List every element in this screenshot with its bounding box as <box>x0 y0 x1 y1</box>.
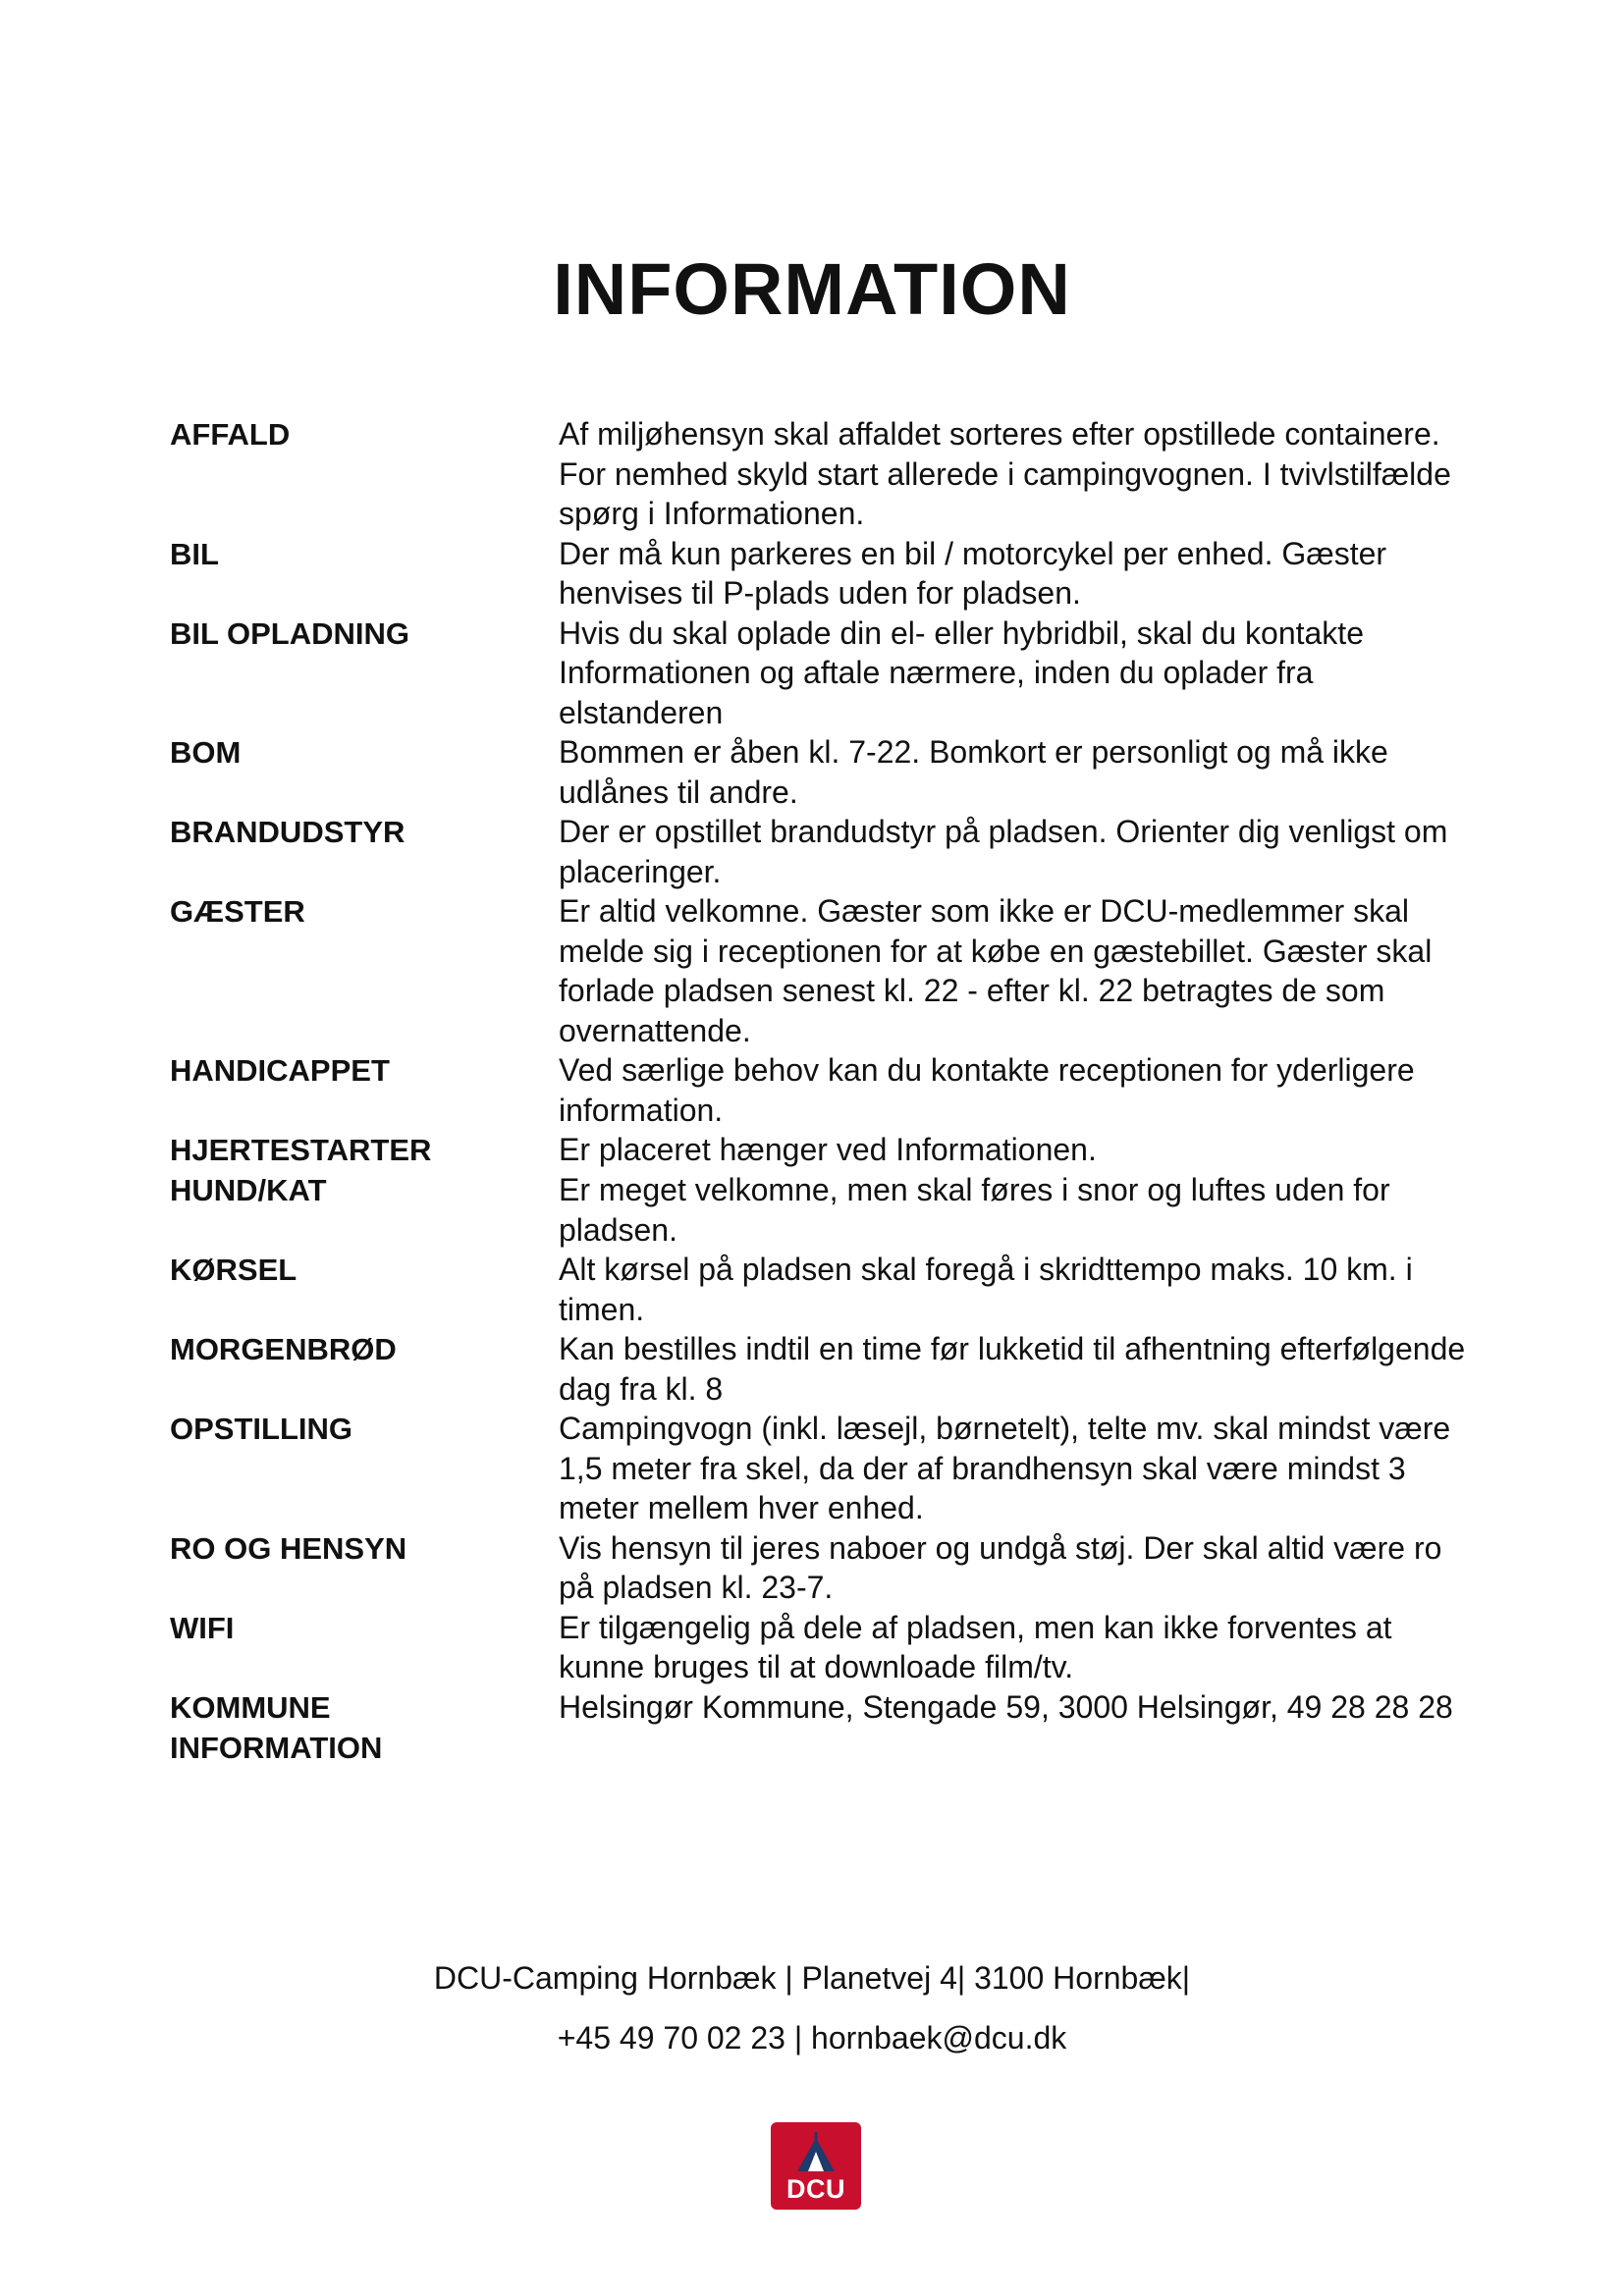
info-row-opstilling <box>170 1409 1486 1528</box>
info-description: Er altid velkomne. Gæster som ikke er DCU-medlemmer skal melde sig i receptionen for at købe en gæstebillet. Gæster skal forlade pladsen senest kl. 22 - efter kl. 22 betragtes de som overnattende. <box>559 893 1433 1048</box>
info-row-koersel <box>170 1250 1486 1329</box>
footer-contact: +45 49 70 02 23 | hornbaek@dcu.dk <box>557 2020 1067 2056</box>
info-description: Er meget velkomne, men skal føres i snor og luftes uden for pladsen. <box>559 1172 1390 1248</box>
info-row-bom <box>170 732 1486 812</box>
info-description: Der er opstillet brandudstyr på pladsen. Orienter dig venligst om placeringer. <box>559 814 1448 889</box>
info-description: Kan bestilles indtil en time før lukketid til afhentning efterfølgende dag fra kl. 8 <box>559 1331 1466 1407</box>
info-term: KOMMUNE INFORMATION <box>170 1689 383 1765</box>
info-term: BRANDUDSTYR <box>170 815 406 849</box>
info-term: HANDICAPPET <box>170 1053 390 1088</box>
info-description: Bommen er åben kl. 7-22. Bomkort er personligt og må ikke udlånes til andre. <box>559 734 1388 810</box>
info-term: HUND/KAT <box>170 1173 327 1207</box>
info-term: OPSTILLING <box>170 1412 352 1446</box>
info-term: BOM <box>170 735 242 770</box>
logo-text: DCU <box>786 2174 845 2204</box>
info-term: RO OG HENSYN <box>170 1530 407 1566</box>
info-list <box>170 414 1486 1768</box>
info-description: Der må kun parkeres en bil / motorcykel per enhed. Gæster henvises til P-plads uden for pladsen. <box>559 535 1387 611</box>
info-description: Ved særlige behov kan du kontakte receptionen for yderligere information. <box>559 1052 1415 1128</box>
dcu-logo <box>771 2122 861 2210</box>
info-description: Vis hensyn til jeres naboer og undgå støj. Der skal altid være ro på pladsen kl. 23-7. <box>559 1529 1442 1605</box>
info-term: HJERTESTARTER <box>170 1133 432 1167</box>
info-term: KØRSEL <box>170 1253 298 1287</box>
info-term: WIFI <box>170 1610 235 1645</box>
info-term: BIL <box>170 536 219 571</box>
info-description: Alt kørsel på pladsen skal foregå i skridttempo maks. 10 km. i timen. <box>559 1252 1413 1327</box>
info-row-wifi <box>170 1608 1486 1687</box>
info-row-hjertestarter <box>170 1130 1486 1170</box>
info-description: Af miljøhensyn skal affaldet sorteres efter opstillede containere. For nemhed skyld start allerede i campingvognen. I tvivlstilfælde spørg i Informationen. <box>559 416 1451 531</box>
info-row-kommune-information <box>170 1687 1486 1768</box>
info-row-hund-kat <box>170 1170 1486 1250</box>
info-row-bil <box>170 534 1486 614</box>
page-title: INFORMATION <box>553 248 1071 330</box>
info-row-brandudstyr <box>170 812 1486 891</box>
info-term: BIL OPLADNING <box>170 615 409 651</box>
info-description: Helsingør Kommune, Stengade 59, 3000 Helsingør, 49 28 28 28 <box>559 1688 1453 1725</box>
info-description: Campingvogn (inkl. læsejl, børnetelt), telte mv. skal mindst være 1,5 meter fra skel, da der af brandhensyn skal være mindst 3 meter mellem hver enhed. <box>559 1411 1451 1525</box>
info-term: AFFALD <box>170 417 291 452</box>
info-row-handicappet <box>170 1050 1486 1130</box>
info-row-ro-og-hensyn <box>170 1528 1486 1608</box>
info-term: MORGENBRØD <box>170 1332 397 1366</box>
info-description: Er tilgængelig på dele af pladsen, men kan ikke forventes at kunne bruges til at downloade film/tv. <box>559 1609 1392 1684</box>
info-description: Er placeret hænger ved Informationen. <box>559 1132 1097 1167</box>
info-row-gaester <box>170 891 1486 1050</box>
footer-address: DCU-Camping Hornbæk | Planetvej 4| 3100 Hornbæk| <box>433 1960 1191 1996</box>
info-row-bil-opladning <box>170 614 1486 733</box>
info-row-affald <box>170 414 1486 534</box>
info-row-morgenbroed <box>170 1329 1486 1409</box>
info-term: GÆSTER <box>170 894 305 929</box>
info-description: Hvis du skal oplade din el- eller hybridbil, skal du kontakte Informationen og aftale nærmere, inden du oplader fra elstanderen <box>559 614 1364 730</box>
